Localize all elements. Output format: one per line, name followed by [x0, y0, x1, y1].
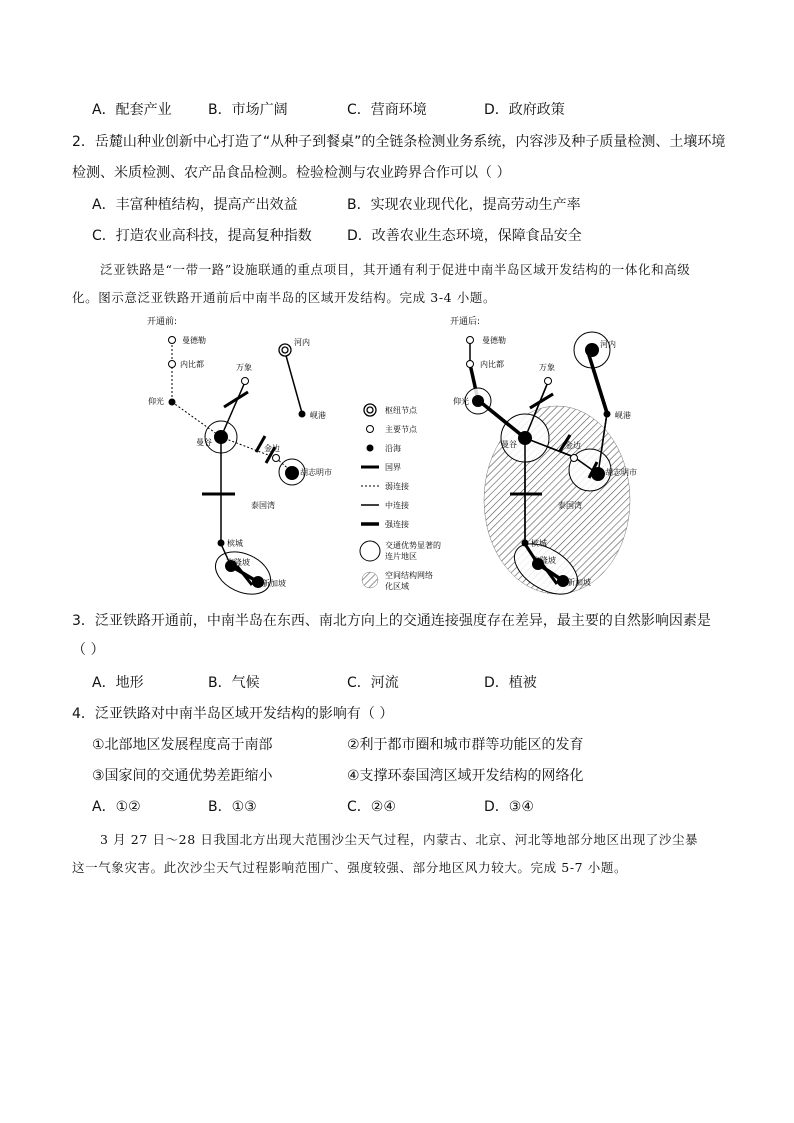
legend — [360, 404, 441, 591]
a-label-mandalay: 曼德勒 — [482, 336, 506, 345]
q2-option-c: C．打造农业高科技，提高复种指数 — [92, 228, 312, 244]
q4-item-2: ②利于都市圈和城市群等功能区的发育 — [347, 737, 584, 753]
label-kl: 吉隆坡 — [226, 558, 250, 567]
a-label-bangkok: 曼谷 — [501, 440, 517, 449]
legend-medium: 中连接 — [385, 501, 409, 510]
before-title: 开通前: — [147, 317, 178, 327]
q2-stem-line1: 2．岳麓山种业创新中心打造了“从种子到餐桌”的全链条检测业务系统，内容涉及种子质量检测、土壤环境 — [72, 134, 726, 150]
q3-option-c: C．河流 — [347, 675, 399, 691]
a-node-bangkok — [518, 431, 532, 445]
q3-stem-cont: （ ） — [72, 642, 105, 658]
q1-option-b: B．市场广阔 — [208, 102, 288, 118]
node-phnompenh — [273, 455, 280, 462]
label-mandalay: 曼德勒 — [182, 336, 206, 345]
a-node-yangon — [472, 395, 484, 407]
label-hanoi: 河内 — [294, 338, 310, 347]
legend-network: 空间结构网络化区域 — [385, 571, 433, 591]
passage2-line2: 这一气象灾害。此次沙尘天气过程影响范围广、强度较强、部分地区风力较大。完成 5-7 小题。 — [72, 860, 628, 875]
q4-option-c: C．②④ — [347, 799, 396, 815]
railway-structure-figure — [135, 312, 645, 602]
q4-option-b: B．①③ — [208, 799, 257, 815]
a-node-danang — [604, 411, 611, 418]
a-node-hanoi — [585, 343, 599, 357]
q4-item-1: ①北部地区发展程度高于南部 — [92, 737, 273, 753]
passage-sandstorm — [72, 826, 732, 882]
q2-option-d: D．改善农业生态环境，保障食品安全 — [347, 228, 582, 244]
a-node-naypyidaw — [467, 361, 474, 368]
passage2-line1: 3 月 27 日～28 日我国北方出现大范围沙尘天气过程，内蒙古、北京、河北等地部分地区出现了沙尘暴 — [100, 832, 699, 847]
legend-main-node-icon — [367, 426, 374, 433]
node-hcmc — [285, 466, 299, 480]
node-mandalay — [169, 337, 176, 344]
q3-option-a: A．地形 — [92, 675, 144, 691]
label-penang: 槟城 — [227, 539, 243, 548]
passage1-line1: 泛亚铁路是“一带一路”设施联通的重点项目，其开通有利于促进中南半岛区域开发结构的一体化和高级 — [100, 262, 691, 277]
q1-option-c: C．营商环境 — [347, 102, 427, 118]
q2-option-b: B．实现农业现代化，提高劳动生产率 — [347, 197, 581, 213]
label-naypyidaw: 内比都 — [180, 360, 204, 369]
a-node-phnompenh — [571, 455, 578, 462]
legend-network-icon — [362, 572, 378, 588]
q2-stem-line2: 检测、米质检测、农产品食品检测。检验检测与农业跨界合作可以（ ） — [72, 165, 511, 181]
a-label-kl: 吉隆坡 — [532, 556, 556, 565]
a-node-penang — [522, 540, 529, 547]
border-before-1 — [224, 392, 248, 407]
a-label-danang: 岘港 — [615, 411, 631, 420]
node-naypyidaw — [169, 361, 176, 368]
label-singapore: 新加坡 — [262, 579, 286, 588]
a-label-yangon: 仰光 — [453, 397, 469, 406]
legend-advantage: 交通优势显著的连片地区 — [385, 541, 441, 561]
a-label-naypyidaw: 内比都 — [480, 360, 504, 369]
node-vientiane — [242, 378, 249, 385]
q2-option-a: A．丰富种植结构，提高产出效益 — [92, 197, 298, 213]
map-after — [450, 315, 637, 602]
label-bangkok: 曼谷 — [196, 438, 212, 447]
after-title: 开通后: — [450, 317, 481, 327]
legend-hub: 枢纽节点 — [385, 406, 417, 415]
node-yangon — [169, 399, 176, 406]
node-penang — [218, 540, 225, 547]
q4-option-a: A．①② — [92, 799, 141, 815]
a-label-gulf: 泰国湾 — [558, 501, 582, 510]
node-bangkok — [214, 430, 228, 444]
passage-panasian-railway — [72, 256, 732, 312]
q4-item-4: ④支撑环泰国湾区域开发结构的网络化 — [347, 768, 584, 784]
a-node-hcmc — [591, 467, 605, 481]
legend-coastal-icon — [367, 445, 374, 452]
legend-main-node: 主要节点 — [385, 425, 417, 434]
a-node-mandalay — [467, 337, 474, 344]
q3-stem: 3．泛亚铁路开通前，中南半岛在东西、南北方向上的交通连接强度存在差异，最主要的自然影响因素是 — [72, 613, 711, 629]
q4-option-d: D．③④ — [484, 799, 534, 815]
q4-item-3: ③国家间的交通优势差距缩小 — [92, 768, 273, 784]
legend-border: 国界 — [385, 463, 401, 472]
a-label-hanoi: 河内 — [600, 340, 616, 349]
label-phnompenh: 金边 — [264, 444, 280, 453]
a-node-vientiane — [545, 378, 552, 385]
link-yangon-bangkok — [172, 402, 221, 437]
legend-weak: 弱连接 — [385, 482, 409, 491]
label-gulf: 泰国湾 — [251, 501, 275, 510]
node-danang — [299, 411, 306, 418]
label-yangon: 仰光 — [148, 397, 164, 406]
label-danang: 岘港 — [310, 411, 326, 420]
legend-strong: 强连接 — [385, 520, 409, 529]
legend-coastal: 沿海 — [385, 444, 401, 453]
link-hanoi-danang — [285, 352, 302, 413]
legend-advantage-icon — [360, 541, 380, 561]
q4-stem: 4．泛亚铁路对中南半岛区域开发结构的影响有（ ） — [72, 706, 394, 722]
q1-option-a: A．配套产业 — [92, 102, 172, 118]
a-label-penang: 槟城 — [531, 539, 547, 548]
passage1-line2: 化。图示意泛亚铁路开通前后中南半岛的区域开发结构。完成 3-4 小题。 — [72, 290, 497, 305]
q3-option-d: D．植被 — [484, 675, 537, 691]
q3-option-b: B．气候 — [208, 675, 260, 691]
a-label-vientiane: 万象 — [539, 363, 555, 372]
link-bangkok-vientiane — [221, 382, 245, 437]
label-vientiane: 万象 — [236, 363, 252, 372]
q1-option-d: D．政府政策 — [484, 102, 565, 118]
a-label-singapore: 新加坡 — [567, 578, 591, 587]
map-before — [147, 315, 332, 602]
a-label-hcmc: 胡志明市 — [605, 468, 637, 477]
label-hcmc: 胡志明市 — [300, 468, 332, 477]
a-label-phnompenh: 金边 — [565, 441, 581, 450]
